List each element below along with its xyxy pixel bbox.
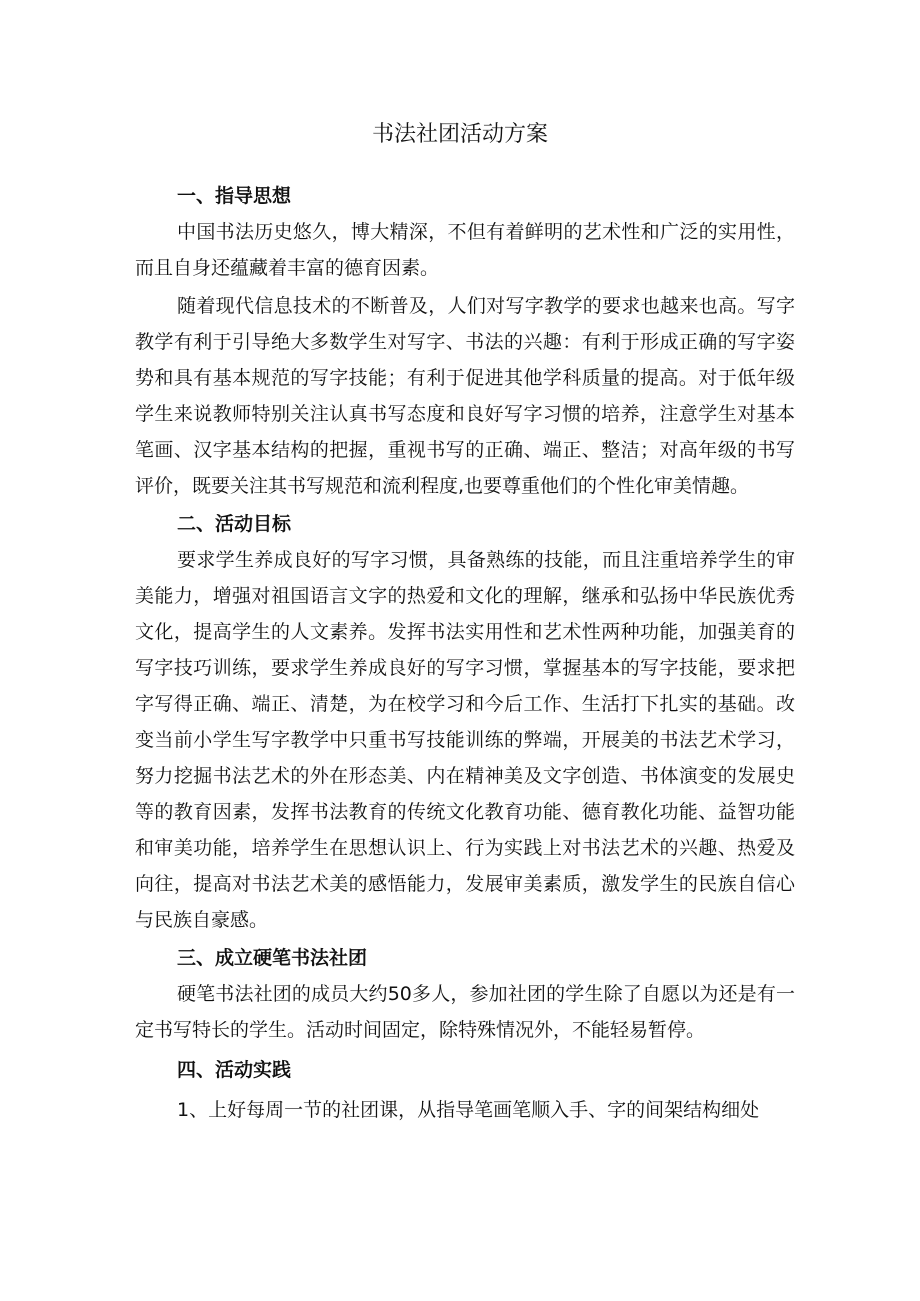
document-title: 书法社团活动方案 [371,122,548,147]
section-establish-club [135,940,795,1048]
paragraph: 1、上好每周一节的社团课，从指导笔画笔顺入手、字的间架结构细处 [177,1099,760,1121]
section-heading: 二、活动目标 [177,513,292,535]
paragraph: 硬笔书法社团的成员大约50多人，参加社团的学生除了自愿以为还是有一定书写特长的学生。活动时间固定，除特殊情况外，不能轻易暂停。 [135,983,795,1041]
paragraph: 中国书法历史悠久，博大精深，不但有着鲜明的艺术性和广泛的实用性，而且自身还蕴藏着丰富的德育因素。 [135,221,795,279]
document-body [135,178,795,1128]
section-heading: 一、指导思想 [177,185,292,207]
section-heading: 四、活动实践 [177,1059,292,1081]
paragraph: 要求学生养成良好的写字习惯，具备熟练的技能，而且注重培养学生的审美能力，增强对祖国语言文字的热爱和文化的理解，继承和弘扬中华民族优秀文化，提高学生的人文素养。发挥书法实用性和艺术性两种功能，加强美育的写字技巧训练，要求学生养成良好的写字习惯，掌握基本的写字技能，要求把字写得正确、端正、清楚，为在校学习和今后工作、生活打下扎实的基础。改变当前小学生写字教学中只重书写技能训练的弊端，开展美的书法艺术学习，努力挖掘书法艺术的外在形态美、内在精神美及文字创造、书体演变的发展史等的教育因素，发挥书法教育的传统文化教育功能、德育教化功能、益智功能和审美功能，培养学生在思想认识上、行为实践上对书法艺术的兴趣、热爱及向往，提高对书法艺术美的感悟能力，发展审美素质，激发学生的民族自信心与民族自豪感。 [135,549,795,931]
paragraph: 随着现代信息技术的不断普及，人们对写字教学的要求也越来也高。写字教学有利于引导绝大多数学生对写字、书法的兴趣：有利于形成正确的写字姿势和具有基本规范的写字技能；有利于促进其他学科质量的提高。对于低年级学生来说教师特别关注认真书写态度和良好写字习惯的培养，注意学生对基本笔画、汉字基本结构的把握，重视书写的正确、端正、整洁；对高年级的书写评价，既要关注其书写规范和流利程度,也要尊重他们的个性化审美情趣。 [135,295,795,497]
section-guiding-ideology [135,178,795,504]
section-heading: 三、成立硬笔书法社团 [177,947,368,969]
section-activity-practice [135,1052,795,1128]
section-activity-goals [135,506,795,938]
